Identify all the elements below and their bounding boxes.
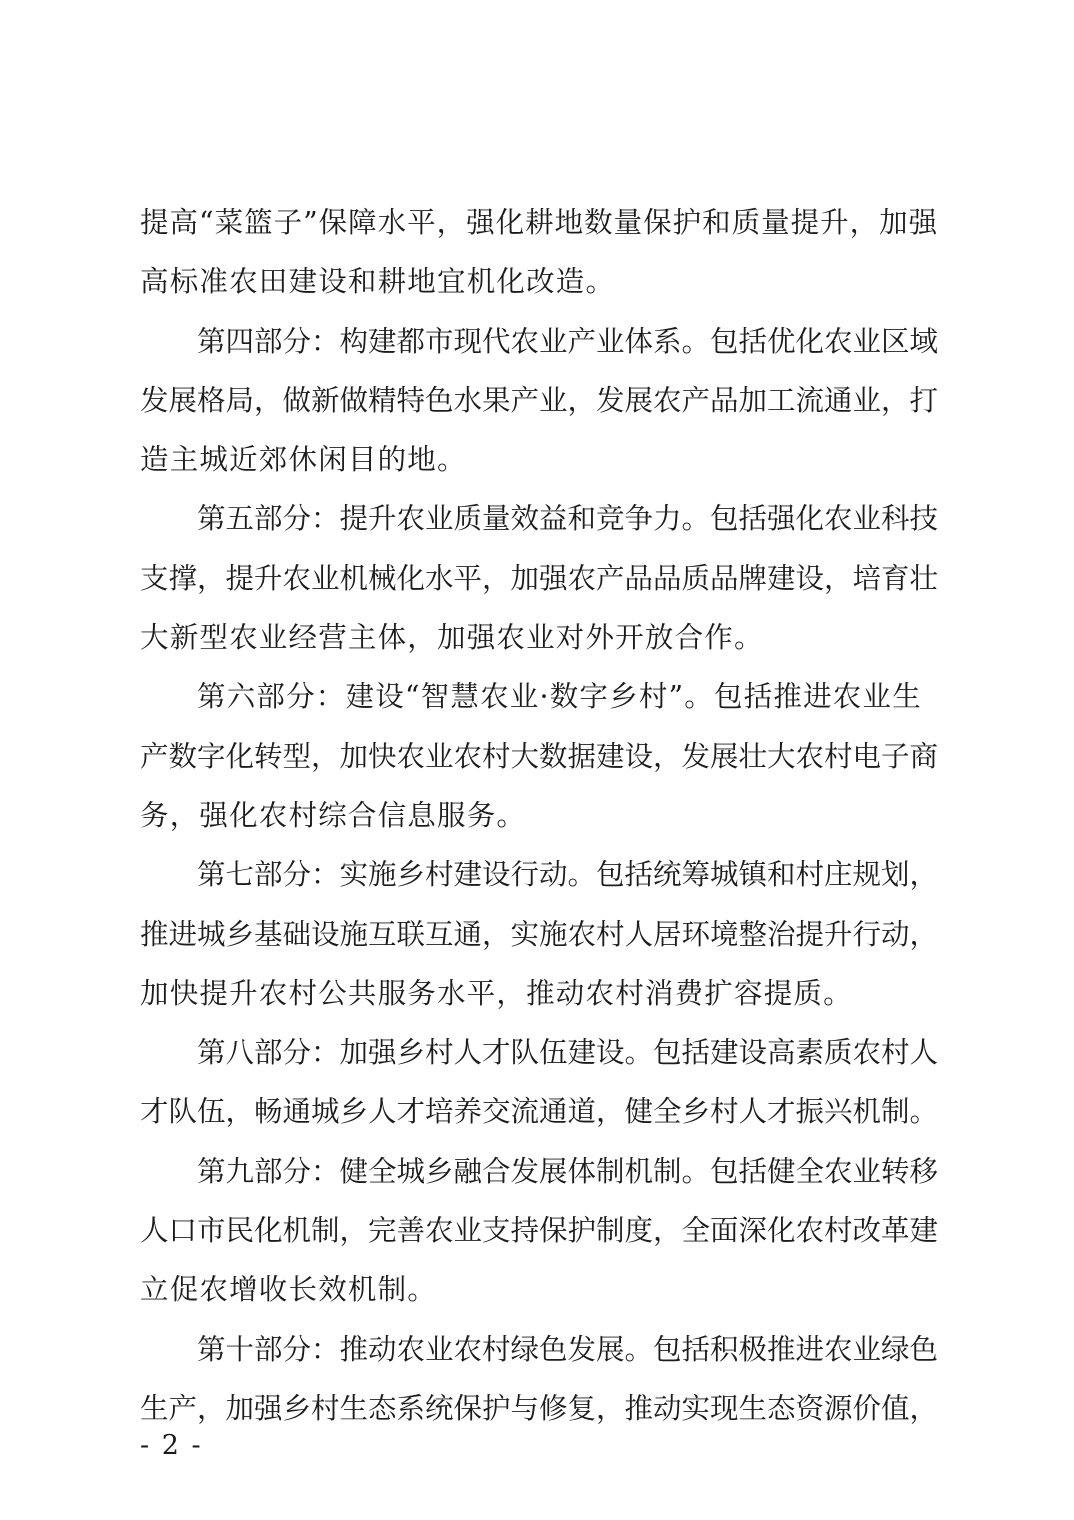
text-line: 第五部分：提升农业质量效益和竞争力。包括强化农业科技: [197, 502, 939, 536]
text-line: 产数字化转型，加快农业农村大数据建设，发展壮大农村电子商: [140, 739, 939, 773]
text-line: 生产，加强乡村生态系统保护与修复，推动实现生态资源价值，: [140, 1391, 939, 1425]
text-line: 第七部分：实施乡村建设行动。包括统筹城镇和村庄规划，: [197, 858, 939, 892]
text-line: 高标准农田建设和耕地宜机化改造。: [140, 265, 616, 299]
text-line: 第四部分：构建都市现代农业产业体系。包括优化农业区域: [197, 324, 939, 358]
text-line: 人口市民化机制，完善农业支持保护制度，全面深化农村改革建: [140, 1214, 939, 1248]
page-number: - 2 -: [140, 1430, 203, 1461]
text-line: 第八部分：加强乡村人才队伍建设。包括建设高素质农村人: [197, 1036, 939, 1070]
text-line: 务，强化农村综合信息服务。: [140, 798, 527, 832]
paragraph-part-7: [140, 845, 940, 1023]
text-line: 造主城近郊休闲目的地。: [140, 443, 467, 477]
text-line: 推进城乡基础设施互联互通，实施农村人居环境整治提升行动，: [140, 917, 939, 951]
text-line: 大新型农业经营主体，加强农业对外开放合作。: [140, 621, 764, 655]
text-line: 第六部分：建设“智慧农业·数字乡村”。包括推进农业生: [197, 680, 922, 714]
text-line: 提高“菜篮子”保障水平，强化耕地数量保护和质量提升，加强: [140, 206, 939, 239]
text-line: 发展格局，做新做精特色水果产业，发展农产品加工流通业，打: [140, 383, 939, 417]
text-line: 加快提升农村公共服务水平，推动农村消费扩容提质。: [140, 976, 853, 1010]
paragraph-part-10: [140, 1320, 940, 1439]
paragraph-part-8: [140, 1023, 940, 1142]
paragraph-part-6: [140, 667, 940, 845]
paragraph-part-9: [140, 1142, 940, 1320]
paragraph-1: [140, 193, 940, 312]
paragraph-part-4: [140, 312, 940, 490]
paragraph-part-5: [140, 489, 940, 667]
document-body: [140, 193, 940, 1438]
text-line: 第九部分：健全城乡融合发展体制机制。包括健全农业转移: [197, 1154, 939, 1188]
text-line: 第十部分：推动农业农村绿色发展。包括积极推进农业绿色: [197, 1332, 939, 1366]
text-line: 支撑，提升农业机械化水平，加强农产品品质品牌建设，培育壮: [140, 561, 939, 595]
text-line: 立促农增收长效机制。: [140, 1273, 438, 1307]
text-line: 才队伍，畅通城乡人才培养交流通道，健全乡村人才振兴机制。: [140, 1095, 939, 1129]
